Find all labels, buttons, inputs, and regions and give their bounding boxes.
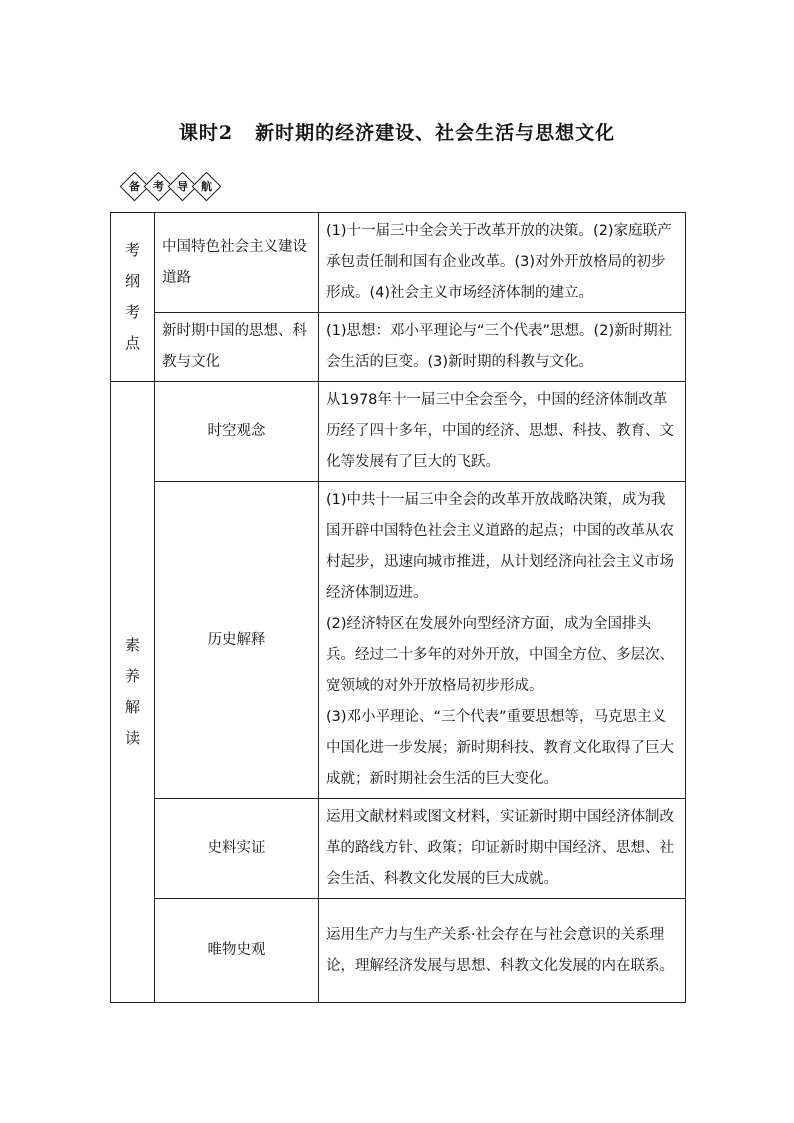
- literacy-label: 素养解读: [125, 635, 141, 747]
- topic-cell: 史料实证: [155, 799, 319, 899]
- topic-cell: 新时期中国的思想、科教与文化: [155, 313, 319, 382]
- table-row: [111, 213, 686, 313]
- lesson-number: 课时2: [178, 122, 234, 144]
- content-cell: (1)十一届三中全会关于改革开放的决策。(2)家庭联产承包责任制和国有企业改革。(3)对外开放格局的初步形成。(4)社会主义市场经济体制的建立。: [319, 213, 686, 313]
- content-cell: [319, 382, 686, 482]
- table-row: [111, 799, 686, 899]
- paragraph: 运用文献材料或图文材料，实证新时期中国经济体制改革的路线方针、政策；印证新时期中国经济、思想、社会生活、科教文化发展的巨大成就。: [326, 809, 674, 887]
- exam-guide-badge: [124, 176, 220, 197]
- topic-cell: 历史解释: [155, 482, 319, 799]
- table-row: [111, 313, 686, 382]
- exam-points-label: 考纲考点: [125, 240, 141, 352]
- content-cell: (1)思想：邓小平理论与“三个代表”思想。(2)新时期社会生活的巨变。(3)新时期的科教与文化。: [319, 313, 686, 382]
- topic-cell: 唯物史观: [155, 899, 319, 1003]
- topic-cell: 中国特色社会主义建设道路: [155, 213, 319, 313]
- exam-points-label-cell: [111, 213, 155, 382]
- table-row: [111, 382, 686, 482]
- badge-char: 考: [144, 172, 174, 202]
- paragraph: (2)经济特区在发展外向型经济方面，成为全国排头兵。经过二十多年的对外开放，中国全方位、多层次、宽领域的对外开放格局初步形成。: [326, 616, 674, 694]
- paragraph: 运用生产力与生产关系·社会存在与社会意识的关系理论，理解经济发展与思想、科教文化发展的内在联系。: [326, 926, 674, 974]
- table-row: [111, 899, 686, 1003]
- content-cell: [319, 482, 686, 799]
- badge-char: 备: [120, 172, 150, 202]
- badge-char: 航: [192, 172, 222, 202]
- badge-char: 导: [168, 172, 198, 202]
- paragraph: (1)中共十一届三中全会的改革开放战略决策，成为我国开辟中国特色社会主义道路的起点；中国的改革从农村起步，迅速向城市推进，从计划经济向社会主义市场经济体制迈进。: [326, 492, 674, 601]
- topic-cell: 时空观念: [155, 382, 319, 482]
- literacy-label-cell: [111, 382, 155, 1003]
- lesson-title: 新时期的经济建设、社会生活与思想文化: [255, 122, 616, 144]
- content-cell: [319, 899, 686, 1003]
- paragraph: (3)邓小平理论、“三个代表”重要思想等，马克思主义中国化进一步发展；新时期科技、教育文化取得了巨大成就；新时期社会生活的巨大变化。: [326, 709, 674, 787]
- paragraph: 从1978年十一届三中全会至今，中国的经济体制改革历经了四十多年，中国的经济、思想、科技、教育、文化等发展有了巨大的飞跃。: [326, 392, 674, 470]
- content-cell: [319, 799, 686, 899]
- table-row: [111, 482, 686, 799]
- page-title: [0, 118, 794, 145]
- exam-guide-table: [110, 212, 686, 1003]
